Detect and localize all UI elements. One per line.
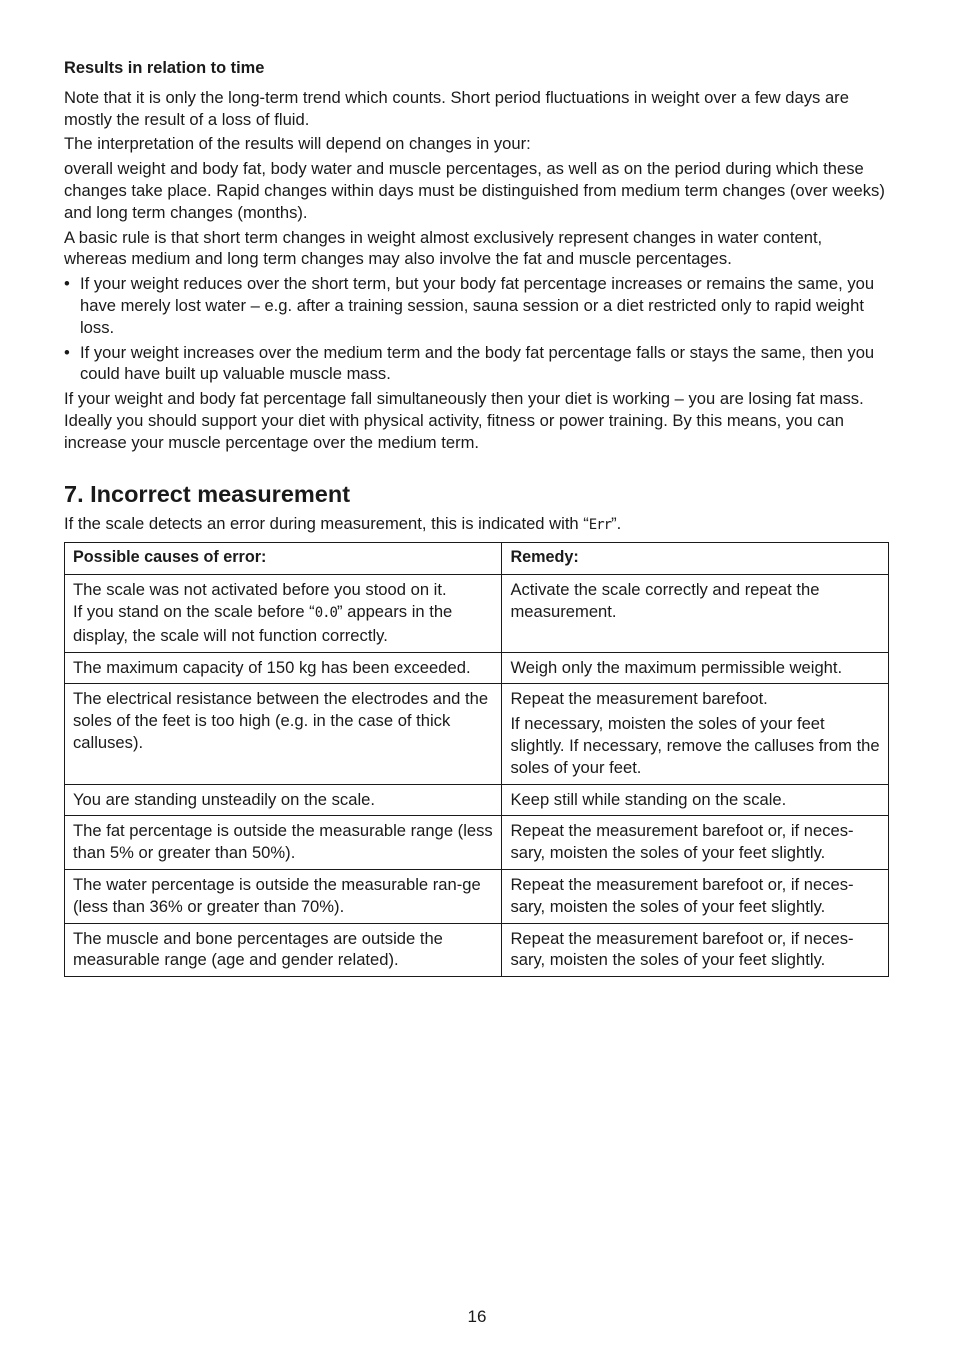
paragraph: overall weight and body fat, body water and muscle percentages, as well as on the period during which these changes take place. Rapid changes within days must be distinguished from medium term changes (over weeks) and long term changes (months). (64, 159, 885, 222)
cause-text: The scale was not activated before you stood on it. (73, 580, 447, 600)
remedy-text: Repeat the measurement barefoot or, if neces-sary, moisten the soles of your feet slightly. (510, 821, 854, 863)
remedy-text: Weigh only the maximum permissible weight. (510, 657, 843, 677)
paragraph: The interpretation of the results will depend on changes in your: (64, 134, 531, 154)
bullet-item (64, 273, 888, 338)
error-table (64, 542, 889, 977)
remedy-text: If necessary, moisten the soles of your feet slightly. If necessary, remove the calluses from the soles of your feet. (510, 714, 880, 777)
table-row (65, 684, 889, 784)
remedy-cell (502, 784, 889, 816)
bullet-text: If your weight increases over the medium term and the body fat percentage falls or stays the same, then you could have built up valuable muscle mass. (80, 342, 875, 384)
remedy-cell (502, 816, 889, 870)
page-number: 16 (467, 1307, 487, 1326)
header-remedy: Remedy: (502, 543, 889, 575)
remedy-cell (502, 684, 889, 784)
cause-cell: The water percentage is outside the measurable ran-ge (less than 36% or greater than 70%). (65, 869, 502, 923)
cause-cell (65, 575, 502, 652)
bullet-dot-icon: • (64, 342, 70, 362)
cause-text: If you stand on the scale before “ (73, 601, 315, 621)
remedy-text: Repeat the measurement barefoot or, if neces-sary, moisten the soles of your feet slightly. (510, 874, 854, 916)
table-row (65, 869, 889, 923)
subheading-results-time: Results in relation to time (64, 59, 265, 77)
paragraph: A basic rule is that short term changes in weight almost exclusively represent changes in water content, whereas medium and long term changes may also involve the fat and muscle percentages. (64, 227, 823, 269)
table-row (65, 816, 889, 870)
error-intro (64, 513, 888, 537)
cause-cell: The electrical resistance between the electrodes and the soles of the feet is too high (e.g. in the case of thick calluses). (65, 684, 502, 784)
remedy-cell: Activate the scale correctly and repeat the measurement. (502, 575, 889, 652)
remedy-text: Repeat the measurement barefoot or, if neces-sary, moisten the soles of your feet slightly. (510, 928, 854, 970)
table-row (65, 652, 889, 684)
intro-text-end: ”. (611, 513, 622, 533)
bullet-dot-icon: • (64, 274, 70, 294)
remedy-cell (502, 869, 889, 923)
remedy-text: Repeat the measurement barefoot. (510, 689, 768, 709)
remedy-text: Keep still while standing on the scale. (510, 789, 787, 809)
table-header-row (65, 543, 889, 575)
cause-text: ” appears in the display, the scale will not function correctly. (73, 601, 453, 645)
lcd-err-code: Err (588, 516, 612, 533)
section-heading-incorrect-measurement: 7. Incorrect measurement (64, 480, 351, 507)
header-causes: Possible causes of error: (65, 543, 502, 575)
cause-cell: The muscle and bone percentages are outside the measurable range (age and gender related). (65, 923, 502, 977)
lcd-zero-code: 0.0 (314, 604, 337, 621)
cause-cell: You are standing unsteadily on the scale. (65, 784, 502, 816)
table-row (65, 784, 889, 816)
cause-cell: The maximum capacity of 150 kg has been exceeded. (65, 652, 502, 684)
remedy-cell (502, 923, 889, 977)
manual-page (64, 58, 888, 977)
paragraph: Note that it is only the long-term trend which counts. Short period fluctuations in weight over a few days are mostly the result of a loss of fluid. (64, 87, 849, 129)
cause-cell: The fat percentage is outside the measurable range (less than 5% or greater than 50%). (65, 816, 502, 870)
table-row (65, 923, 889, 977)
intro-text: If the scale detects an error during measurement, this is indicated with “ (64, 513, 589, 533)
remedy-cell (502, 652, 889, 684)
table-row (65, 575, 889, 652)
bullet-text: If your weight reduces over the short term, but your body fat percentage increases or remains the same, you have merely lost water – e.g. after a training session, sauna session or a diet restricted only to rapid weight loss. (80, 274, 875, 337)
bullet-list (64, 273, 888, 385)
paragraph: If your weight and body fat percentage fall simultaneously then your diet is working – you are losing fat mass. Ideally you should support your diet with physical activity, fitness or power training. By this means, you can increase your muscle percentage over the medium term. (64, 389, 864, 452)
bullet-item (64, 342, 888, 386)
